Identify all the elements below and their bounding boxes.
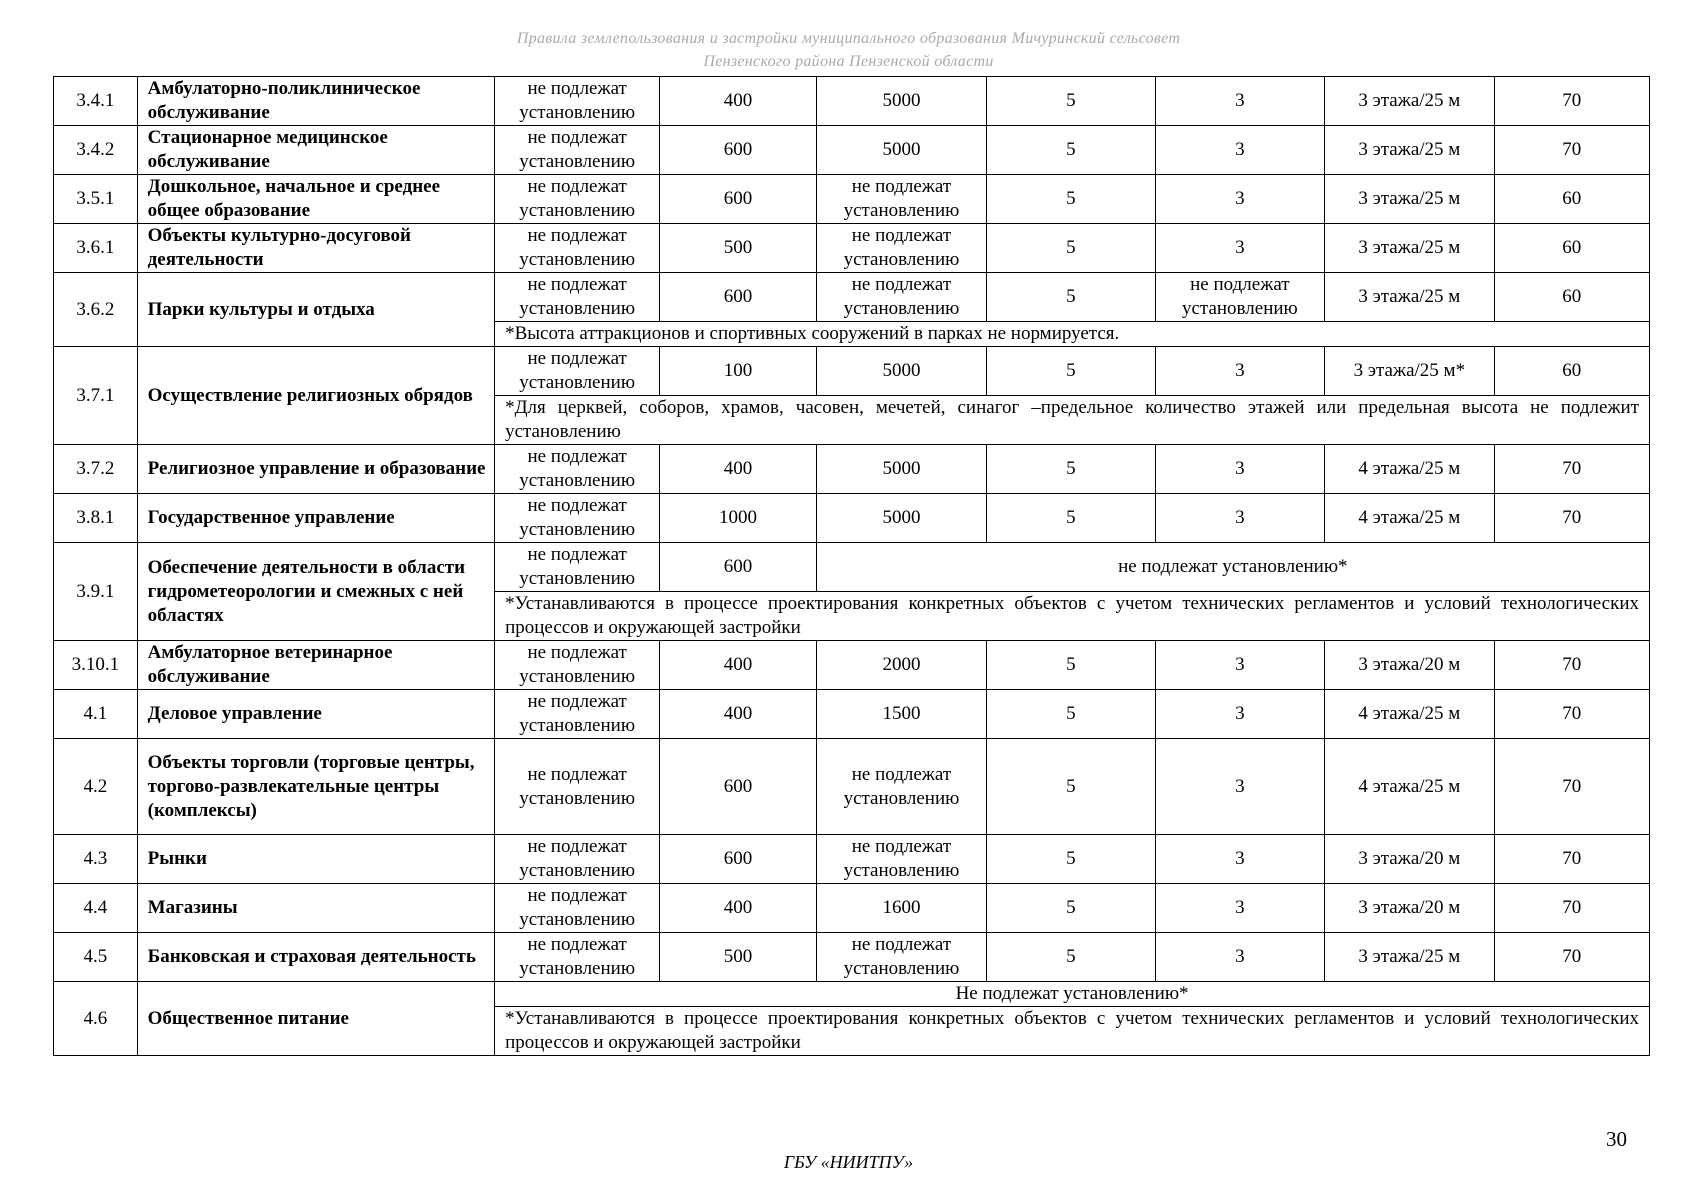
- value-cell: 70: [1494, 690, 1649, 739]
- value-cell: 400: [660, 77, 816, 126]
- table-row: [54, 347, 1650, 396]
- value-cell: 3: [1155, 494, 1324, 543]
- value-cell: 5: [987, 690, 1155, 739]
- table-row: [54, 77, 1650, 126]
- value-cell: 3 этажа/25 м*: [1325, 347, 1494, 396]
- value-cell: 3: [1155, 175, 1324, 224]
- row-code-cell: 3.6.2: [54, 273, 138, 347]
- value-cell: не подлежат установлению: [495, 273, 660, 322]
- value-cell: 3 этажа/25 м: [1325, 273, 1494, 322]
- value-cell: 3 этажа/25 м: [1325, 126, 1494, 175]
- value-cell: не подлежат установлению: [816, 273, 987, 322]
- value-cell: не подлежат установлению: [816, 175, 987, 224]
- row-name-cell: Объекты культурно-досуговой деятельности: [137, 224, 494, 273]
- value-cell: 70: [1494, 126, 1649, 175]
- row-name-cell: Обеспечение деятельности в области гидрометеорологии и смежных с ней областях: [137, 543, 494, 641]
- value-cell: 5: [987, 445, 1155, 494]
- value-cell: 1000: [660, 494, 816, 543]
- value-cell: 600: [660, 835, 816, 884]
- value-cell: 1600: [816, 884, 987, 933]
- value-cell: 4 этажа/25 м: [1325, 690, 1494, 739]
- row-name-cell: Парки культуры и отдыха: [137, 273, 494, 347]
- row-name-cell: Деловое управление: [137, 690, 494, 739]
- row-code-cell: 4.3: [54, 835, 138, 884]
- value-cell: 3 этажа/25 м: [1325, 175, 1494, 224]
- table-row: [54, 543, 1650, 592]
- value-cell: 5: [987, 126, 1155, 175]
- row-code-cell: 4.1: [54, 690, 138, 739]
- merged-value-cell: не подлежат установлению*: [816, 543, 1649, 592]
- value-cell: 600: [660, 175, 816, 224]
- row-note-cell: *Устанавливаются в процессе проектирования конкретных объектов с учетом технических регламентов и условий технологических процессов и окружающей застройки: [495, 592, 1650, 641]
- value-cell: не подлежат установлению: [816, 933, 987, 982]
- value-cell: 400: [660, 445, 816, 494]
- table-row: [54, 126, 1650, 175]
- row-name-cell: Осуществление религиозных обрядов: [137, 347, 494, 445]
- value-cell: 70: [1494, 835, 1649, 884]
- table-row: [54, 982, 1650, 1007]
- row-name-cell: Государственное управление: [137, 494, 494, 543]
- value-cell: 400: [660, 690, 816, 739]
- value-cell: не подлежат установлению: [495, 77, 660, 126]
- value-cell: 400: [660, 884, 816, 933]
- value-cell: 70: [1494, 77, 1649, 126]
- value-cell: 500: [660, 933, 816, 982]
- value-cell: 3: [1155, 77, 1324, 126]
- row-name-cell: Магазины: [137, 884, 494, 933]
- value-cell: 5: [987, 739, 1155, 835]
- value-cell: 5000: [816, 347, 987, 396]
- row-code-cell: 4.2: [54, 739, 138, 835]
- value-cell: 1500: [816, 690, 987, 739]
- row-note-cell: *Для церквей, соборов, храмов, часовен, мечетей, синагог –предельное количество этажей или предельная высота не подлежит установлению: [495, 396, 1650, 445]
- row-code-cell: 4.5: [54, 933, 138, 982]
- value-cell: не подлежат установлению: [495, 690, 660, 739]
- value-cell: 3: [1155, 347, 1324, 396]
- row-name-cell: Амбулаторно-поликлиническое обслуживание: [137, 77, 494, 126]
- running-header-line-1: Правила землепользования и застройки муниципального образования Мичуринский сельсовет: [516, 30, 1181, 47]
- row-code-cell: 3.8.1: [54, 494, 138, 543]
- row-name-cell: Стационарное медицинское обслуживание: [137, 126, 494, 175]
- row-note-cell: *Высота аттракционов и спортивных сооружений в парках не нормируется.: [495, 322, 1650, 347]
- value-cell: 3: [1155, 835, 1324, 884]
- value-cell: 60: [1494, 224, 1649, 273]
- value-cell: 5: [987, 494, 1155, 543]
- row-name-cell: Рынки: [137, 835, 494, 884]
- value-cell: не подлежат установлению: [495, 494, 660, 543]
- table-row: [54, 224, 1650, 273]
- value-cell: 100: [660, 347, 816, 396]
- value-cell: не подлежат установлению: [495, 445, 660, 494]
- value-cell: 3 этажа/25 м: [1325, 77, 1494, 126]
- row-name-cell: Дошкольное, начальное и среднее общее образование: [137, 175, 494, 224]
- value-cell: 60: [1494, 175, 1649, 224]
- value-cell: 3 этажа/25 м: [1325, 224, 1494, 273]
- value-cell: 70: [1494, 445, 1649, 494]
- value-cell: 3 этажа/25 м: [1325, 933, 1494, 982]
- row-code-cell: 4.4: [54, 884, 138, 933]
- value-cell: 600: [660, 273, 816, 322]
- value-cell: 70: [1494, 933, 1649, 982]
- table-row: [54, 175, 1650, 224]
- value-cell: 5: [987, 273, 1155, 322]
- value-cell: 3: [1155, 690, 1324, 739]
- value-cell: 5000: [816, 494, 987, 543]
- value-cell: не подлежат установлению: [495, 739, 660, 835]
- row-note-cell: *Устанавливаются в процессе проектирования конкретных объектов с учетом технических регламентов и условий технологических процессов и окружающей застройки: [495, 1007, 1650, 1056]
- value-cell: 3: [1155, 641, 1324, 690]
- row-code-cell: 3.7.2: [54, 445, 138, 494]
- value-cell: 5: [987, 77, 1155, 126]
- value-cell: 3: [1155, 739, 1324, 835]
- value-cell: 5: [987, 835, 1155, 884]
- table-row: [54, 445, 1650, 494]
- value-cell: 60: [1494, 347, 1649, 396]
- value-cell: не подлежат установлению: [495, 884, 660, 933]
- value-cell: 70: [1494, 494, 1649, 543]
- row-name-cell: Общественное питание: [137, 982, 494, 1056]
- table-row: [54, 835, 1650, 884]
- value-cell: 4 этажа/25 м: [1325, 445, 1494, 494]
- value-cell: 3: [1155, 933, 1324, 982]
- row-name-cell: Банковская и страховая деятельность: [137, 933, 494, 982]
- value-cell: 600: [660, 126, 816, 175]
- value-cell: не подлежат установлению: [816, 739, 987, 835]
- row-code-cell: 4.6: [54, 982, 138, 1056]
- value-cell: 3: [1155, 445, 1324, 494]
- table-row: [54, 933, 1650, 982]
- value-cell: 5000: [816, 445, 987, 494]
- value-cell: 3: [1155, 884, 1324, 933]
- row-code-cell: 3.7.1: [54, 347, 138, 445]
- value-cell: 70: [1494, 884, 1649, 933]
- value-cell: не подлежат установлению: [495, 933, 660, 982]
- row-code-cell: 3.10.1: [54, 641, 138, 690]
- value-cell: 5: [987, 175, 1155, 224]
- value-cell: не подлежат установлению: [495, 641, 660, 690]
- value-cell: 5: [987, 884, 1155, 933]
- value-cell: 5: [987, 224, 1155, 273]
- value-cell: 3: [1155, 224, 1324, 273]
- row-name-cell: Объекты торговли (торговые центры, торгово-развлекательные центры (комплексы): [137, 739, 494, 835]
- value-cell: не подлежат установлению: [495, 126, 660, 175]
- land-use-parameters-table: [53, 76, 1650, 1056]
- value-cell: 400: [660, 641, 816, 690]
- row-code-cell: 3.9.1: [54, 543, 138, 641]
- value-cell: не подлежат установлению: [495, 543, 660, 592]
- table-row: [54, 273, 1650, 322]
- value-cell: 5: [987, 641, 1155, 690]
- value-cell: 3 этажа/20 м: [1325, 884, 1494, 933]
- row-code-cell: 3.6.1: [54, 224, 138, 273]
- value-cell: 5000: [816, 77, 987, 126]
- value-cell: 70: [1494, 739, 1649, 835]
- page-number: 30: [1606, 1127, 1627, 1151]
- table-row: [54, 494, 1650, 543]
- value-cell: 5000: [816, 126, 987, 175]
- value-cell: 5: [987, 933, 1155, 982]
- row-name-cell: Религиозное управление и образование: [137, 445, 494, 494]
- value-cell: 3 этажа/20 м: [1325, 641, 1494, 690]
- value-cell: 3: [1155, 126, 1324, 175]
- row-code-cell: 3.4.1: [54, 77, 138, 126]
- value-cell: 2000: [816, 641, 987, 690]
- merged-value-cell: Не подлежат установлению*: [495, 982, 1650, 1007]
- value-cell: 600: [660, 739, 816, 835]
- table-row: [54, 884, 1650, 933]
- row-code-cell: 3.4.2: [54, 126, 138, 175]
- value-cell: не подлежат установлению: [495, 224, 660, 273]
- page-footer: ГБУ «НИИТПУ»: [783, 1152, 914, 1172]
- value-cell: не подлежат установлению: [495, 835, 660, 884]
- value-cell: не подлежат установлению: [495, 175, 660, 224]
- value-cell: не подлежат установлению: [495, 347, 660, 396]
- value-cell: 3 этажа/20 м: [1325, 835, 1494, 884]
- value-cell: 60: [1494, 273, 1649, 322]
- running-header-line-2: Пензенского района Пензенской области: [703, 53, 994, 70]
- value-cell: 500: [660, 224, 816, 273]
- value-cell: не подлежат установлению: [1155, 273, 1324, 322]
- value-cell: не подлежат установлению: [816, 224, 987, 273]
- table-row: [54, 690, 1650, 739]
- table-row: [54, 739, 1650, 835]
- value-cell: 70: [1494, 641, 1649, 690]
- value-cell: 4 этажа/25 м: [1325, 739, 1494, 835]
- row-name-cell: Амбулаторное ветеринарное обслуживание: [137, 641, 494, 690]
- value-cell: 600: [660, 543, 816, 592]
- row-code-cell: 3.5.1: [54, 175, 138, 224]
- value-cell: не подлежат установлению: [816, 835, 987, 884]
- table-row: [54, 641, 1650, 690]
- value-cell: 4 этажа/25 м: [1325, 494, 1494, 543]
- value-cell: 5: [987, 347, 1155, 396]
